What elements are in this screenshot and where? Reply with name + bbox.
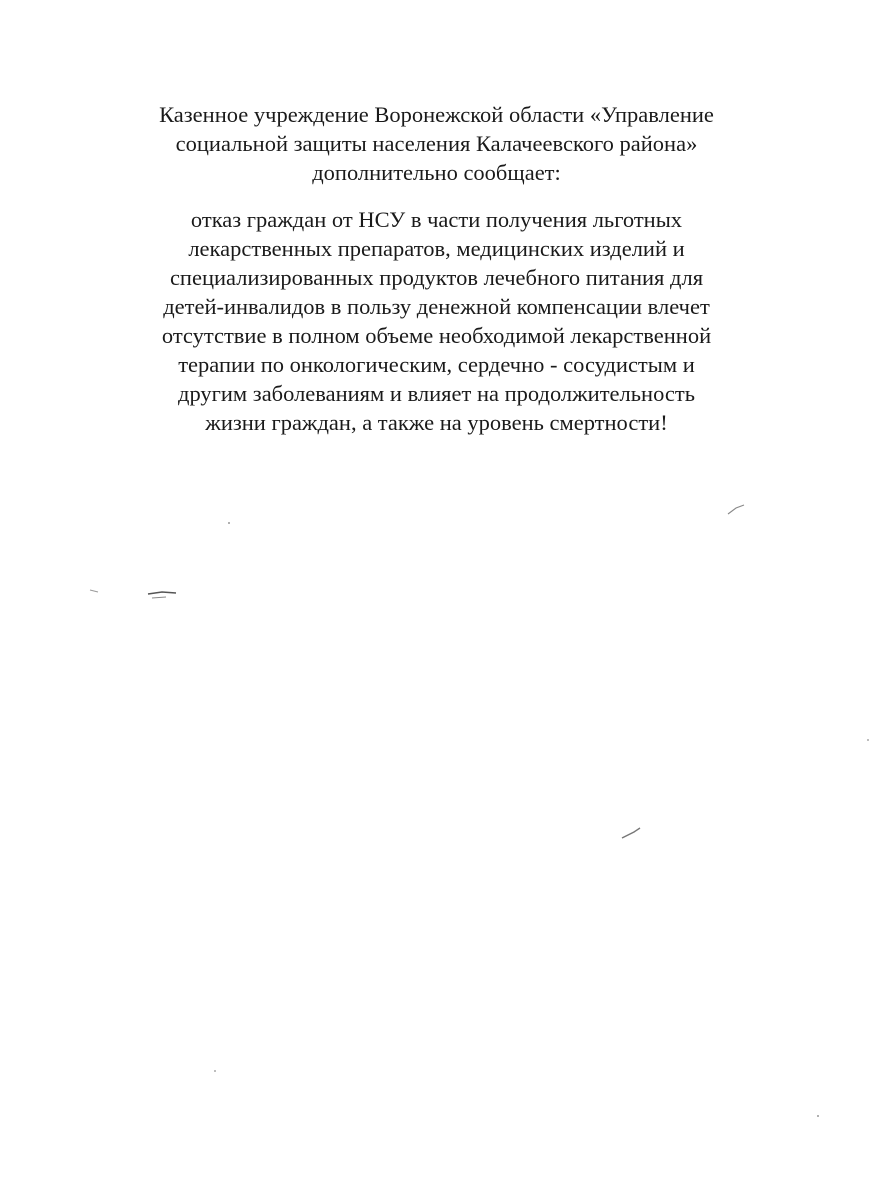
scan-speck	[228, 522, 230, 524]
scan-speck	[214, 1070, 216, 1072]
scan-speck	[817, 1115, 819, 1117]
body-line-1: отказ граждан от НСУ в части получения льготных	[190, 207, 683, 232]
body-line-7: другим заболеваниям и влияет на продолжительность	[178, 381, 695, 406]
body-line-8: жизни граждан, а также на уровень смертности!	[205, 410, 668, 435]
scan-speck	[728, 505, 744, 514]
body-line-5: отсутствие в полном объеме необходимой лекарственной	[161, 323, 712, 348]
body-line-6: терапии по онкологическим, сердечно - сосудистым и	[178, 352, 695, 377]
body-line-4: детей-инвалидов в пользу денежной компенсации влечет	[163, 294, 710, 319]
header-line-3: дополнительно сообщает:	[312, 160, 561, 185]
scan-speck	[152, 597, 166, 598]
document-body	[60, 205, 813, 437]
document-header	[60, 100, 813, 187]
body-line-2: лекарственных препаратов, медицинских изделий и	[188, 236, 685, 261]
scan-speck	[148, 592, 176, 594]
scan-speck	[622, 828, 640, 838]
body-line-3: специализированных продуктов лечебного питания для	[169, 265, 704, 290]
scan-speck	[867, 739, 869, 741]
header-line-1: Казенное учреждение Воронежской области «Управление	[159, 102, 714, 127]
header-line-2: социальной защиты населения Калачеевского района»	[175, 131, 698, 156]
scan-speck	[90, 590, 98, 592]
